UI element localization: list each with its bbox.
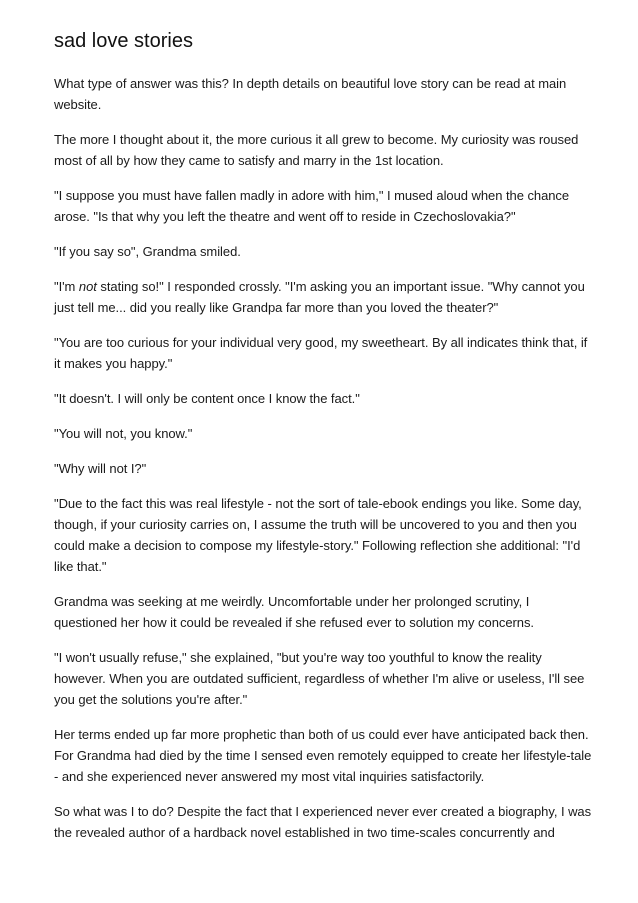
paragraph-2: The more I thought about it, the more curious it all grew to become. My curiosity was roused most of all by how they came to satisfy and marry in the 1st location. [54,132,579,168]
paragraph-10: "Due to the fact this was real lifestyle - not the sort of tale-ebook endings you like. Some day, though, if your curiosity carries on, I assume the truth will be uncovered to you and then you could make a decision to compose my lifestyle-story." Following reflection she additional: "I'd like that." [54,496,582,574]
paragraph-5-emphasis: not [78,279,97,294]
paragraph-9: "Why will not I?" [54,461,147,476]
paragraph-5-before: "I'm [54,279,79,294]
paragraph-6: "You are too curious for your individual very good, my sweetheart. By all indicates think that, if it makes you happy." [54,335,588,371]
paragraph-5-after: stating so!" I responded crossly. "I'm asking you an important issue. "Why cannot you just tell me... did you really like Grandpa far more than you loved the theater?" [54,279,585,315]
paragraph-11: Grandma was seeking at me weirdly. Uncomfortable under her prolonged scrutiny, I questioned her how it could be revealed if she refused ever to solution my concerns. [54,594,534,630]
paragraph-4: "If you say so", Grandma smiled. [54,244,241,259]
page-title: sad love stories [54,30,193,52]
paragraph-13: Her terms ended up far more prophetic than both of us could ever have anticipated back then. For Grandma had died by the time I sensed even remotely equipped to create her lifestyle-tale - and she experienced never answered my most vital inquiries satisfactorily. [54,727,592,784]
paragraph-1: What type of answer was this? In depth details on beautiful love story can be read at main website. [54,76,567,112]
paragraph-7: "It doesn't. I will only be content once I know the fact." [54,391,360,406]
paragraph-14: So what was I to do? Despite the fact that I experienced never ever created a biography, I was the revealed author of a hardback novel established in two time-scales concurrently and [54,804,592,840]
paragraph-5 [54,276,594,318]
document-page [54,28,594,857]
paragraph-3: "I suppose you must have fallen madly in adore with him," I mused aloud when the chance arose. "Is that why you left the theatre and went off to reside in Czechoslovakia?" [54,188,570,224]
paragraph-8: "You will not, you know." [54,426,193,441]
paragraph-12: "I won't usually refuse," she explained, "but you're way too youthful to know the reality however. When you are outdated sufficient, regardless of whether I'm alive or useless, I'll see you get the solutions you're after." [54,650,585,707]
